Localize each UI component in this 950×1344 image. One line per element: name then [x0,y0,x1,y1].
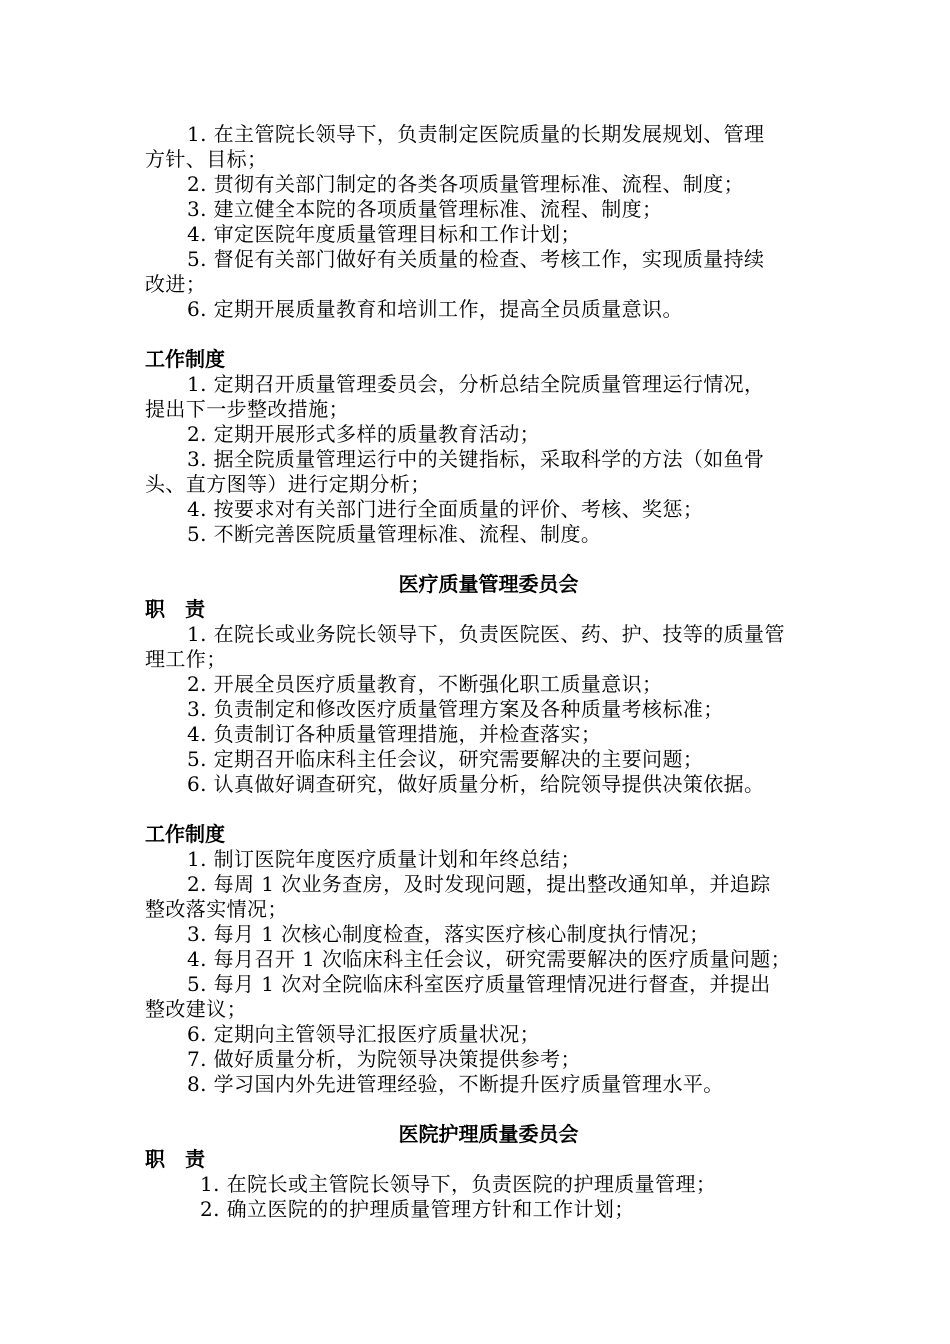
list-item: 5. 不断完善医院质量管理标准、流程、制度。 [187,522,602,546]
list-item: 3. 建立健全本院的各项质量管理标准、流程、制度； [187,197,663,221]
list-item: 4. 审定医院年度质量管理目标和工作计划； [187,222,581,246]
list-item: 1. 定期召开质量管理委员会，分析总结全院质量管理运行情况， [187,372,765,396]
duty-list-3 [145,1172,810,1222]
work-rules-heading: 工作制度 [145,822,225,846]
work-rules-list-2 [145,847,810,1097]
duties-heading: 职 责 [145,1147,205,1171]
work-rules-heading: 工作制度 [145,347,225,371]
list-item: 2. 贯彻有关部门制定的各类各项质量管理标准、流程、制度； [187,172,745,196]
list-item: 4. 每月召开 1 次临床科主任会议，研究需要解决的医疗质量问题； [187,947,792,971]
section-title: 医疗质量管理委员会 [398,572,579,596]
list-item-continuation: 整改落实情况； [145,897,288,921]
list-item-continuation: 改进； [145,272,207,296]
list-item: 5. 每月 1 次对全院临床科室医疗质量管理情况进行督查，并提出 [187,972,771,996]
list-item: 2. 每周 1 次业务查房，及时发现问题，提出整改通知单，并追踪 [187,872,771,896]
list-item: 2. 定期开展形式多样的质量教育活动； [187,422,541,446]
document-page [145,122,810,1222]
list-item: 7. 做好质量分析，为院领导决策提供参考； [187,1047,581,1071]
list-item-continuation: 头、直方图等）进行定期分析； [145,472,431,496]
list-item-continuation: 整改建议； [145,997,247,1021]
list-item: 2. 确立医院的的护理质量管理方针和工作计划； [200,1197,635,1221]
duty-list-2 [145,622,810,797]
list-item: 6. 认真做好调查研究，做好质量分析，给院领导提供决策依据。 [187,772,765,796]
list-item: 1. 在主管院长领导下，负责制定医院质量的长期发展规划、管理 [187,122,765,146]
section-title: 医院护理质量委员会 [398,1122,579,1146]
list-item: 6. 定期开展质量教育和培训工作，提高全员质量意识。 [187,297,683,321]
list-item: 8. 学习国内外先进管理经验，不断提升医疗质量管理水平。 [187,1072,724,1096]
list-item-continuation: 提出下一步整改措施； [145,397,349,421]
list-item: 4. 负责制订各种质量管理措施，并检查落实； [187,722,602,746]
duties-heading: 职 责 [145,597,205,621]
list-item: 5. 督促有关部门做好有关质量的检查、考核工作，实现质量持续 [187,247,765,271]
list-item: 3. 每月 1 次核心制度检查，落实医疗核心制度执行情况； [187,922,710,946]
list-item: 3. 据全院质量管理运行中的关键指标，采取科学的方法（如鱼骨 [187,447,765,471]
work-rules-list-1 [145,372,810,547]
list-item: 5. 定期召开临床科主任会议，研究需要解决的主要问题； [187,747,704,771]
list-item: 1. 在院长或主管院长领导下，负责医院的护理质量管理； [200,1172,717,1196]
list-item: 3. 负责制定和修改医疗质量管理方案及各种质量考核标准； [187,697,724,721]
list-item: 1. 在院长或业务院长领导下，负责医院医、药、护、技等的质量管 [187,622,785,646]
list-item: 4. 按要求对有关部门进行全面质量的评价、考核、奖惩； [187,497,704,521]
list-item: 1. 制订医院年度医疗质量计划和年终总结； [187,847,581,871]
duty-list-1 [145,122,810,322]
list-item: 2. 开展全员医疗质量教育，不断强化职工质量意识； [187,672,663,696]
list-item-continuation: 方针、目标； [145,147,268,171]
list-item: 6. 定期向主管领导汇报医疗质量状况； [187,1022,541,1046]
list-item-continuation: 理工作； [145,647,227,671]
